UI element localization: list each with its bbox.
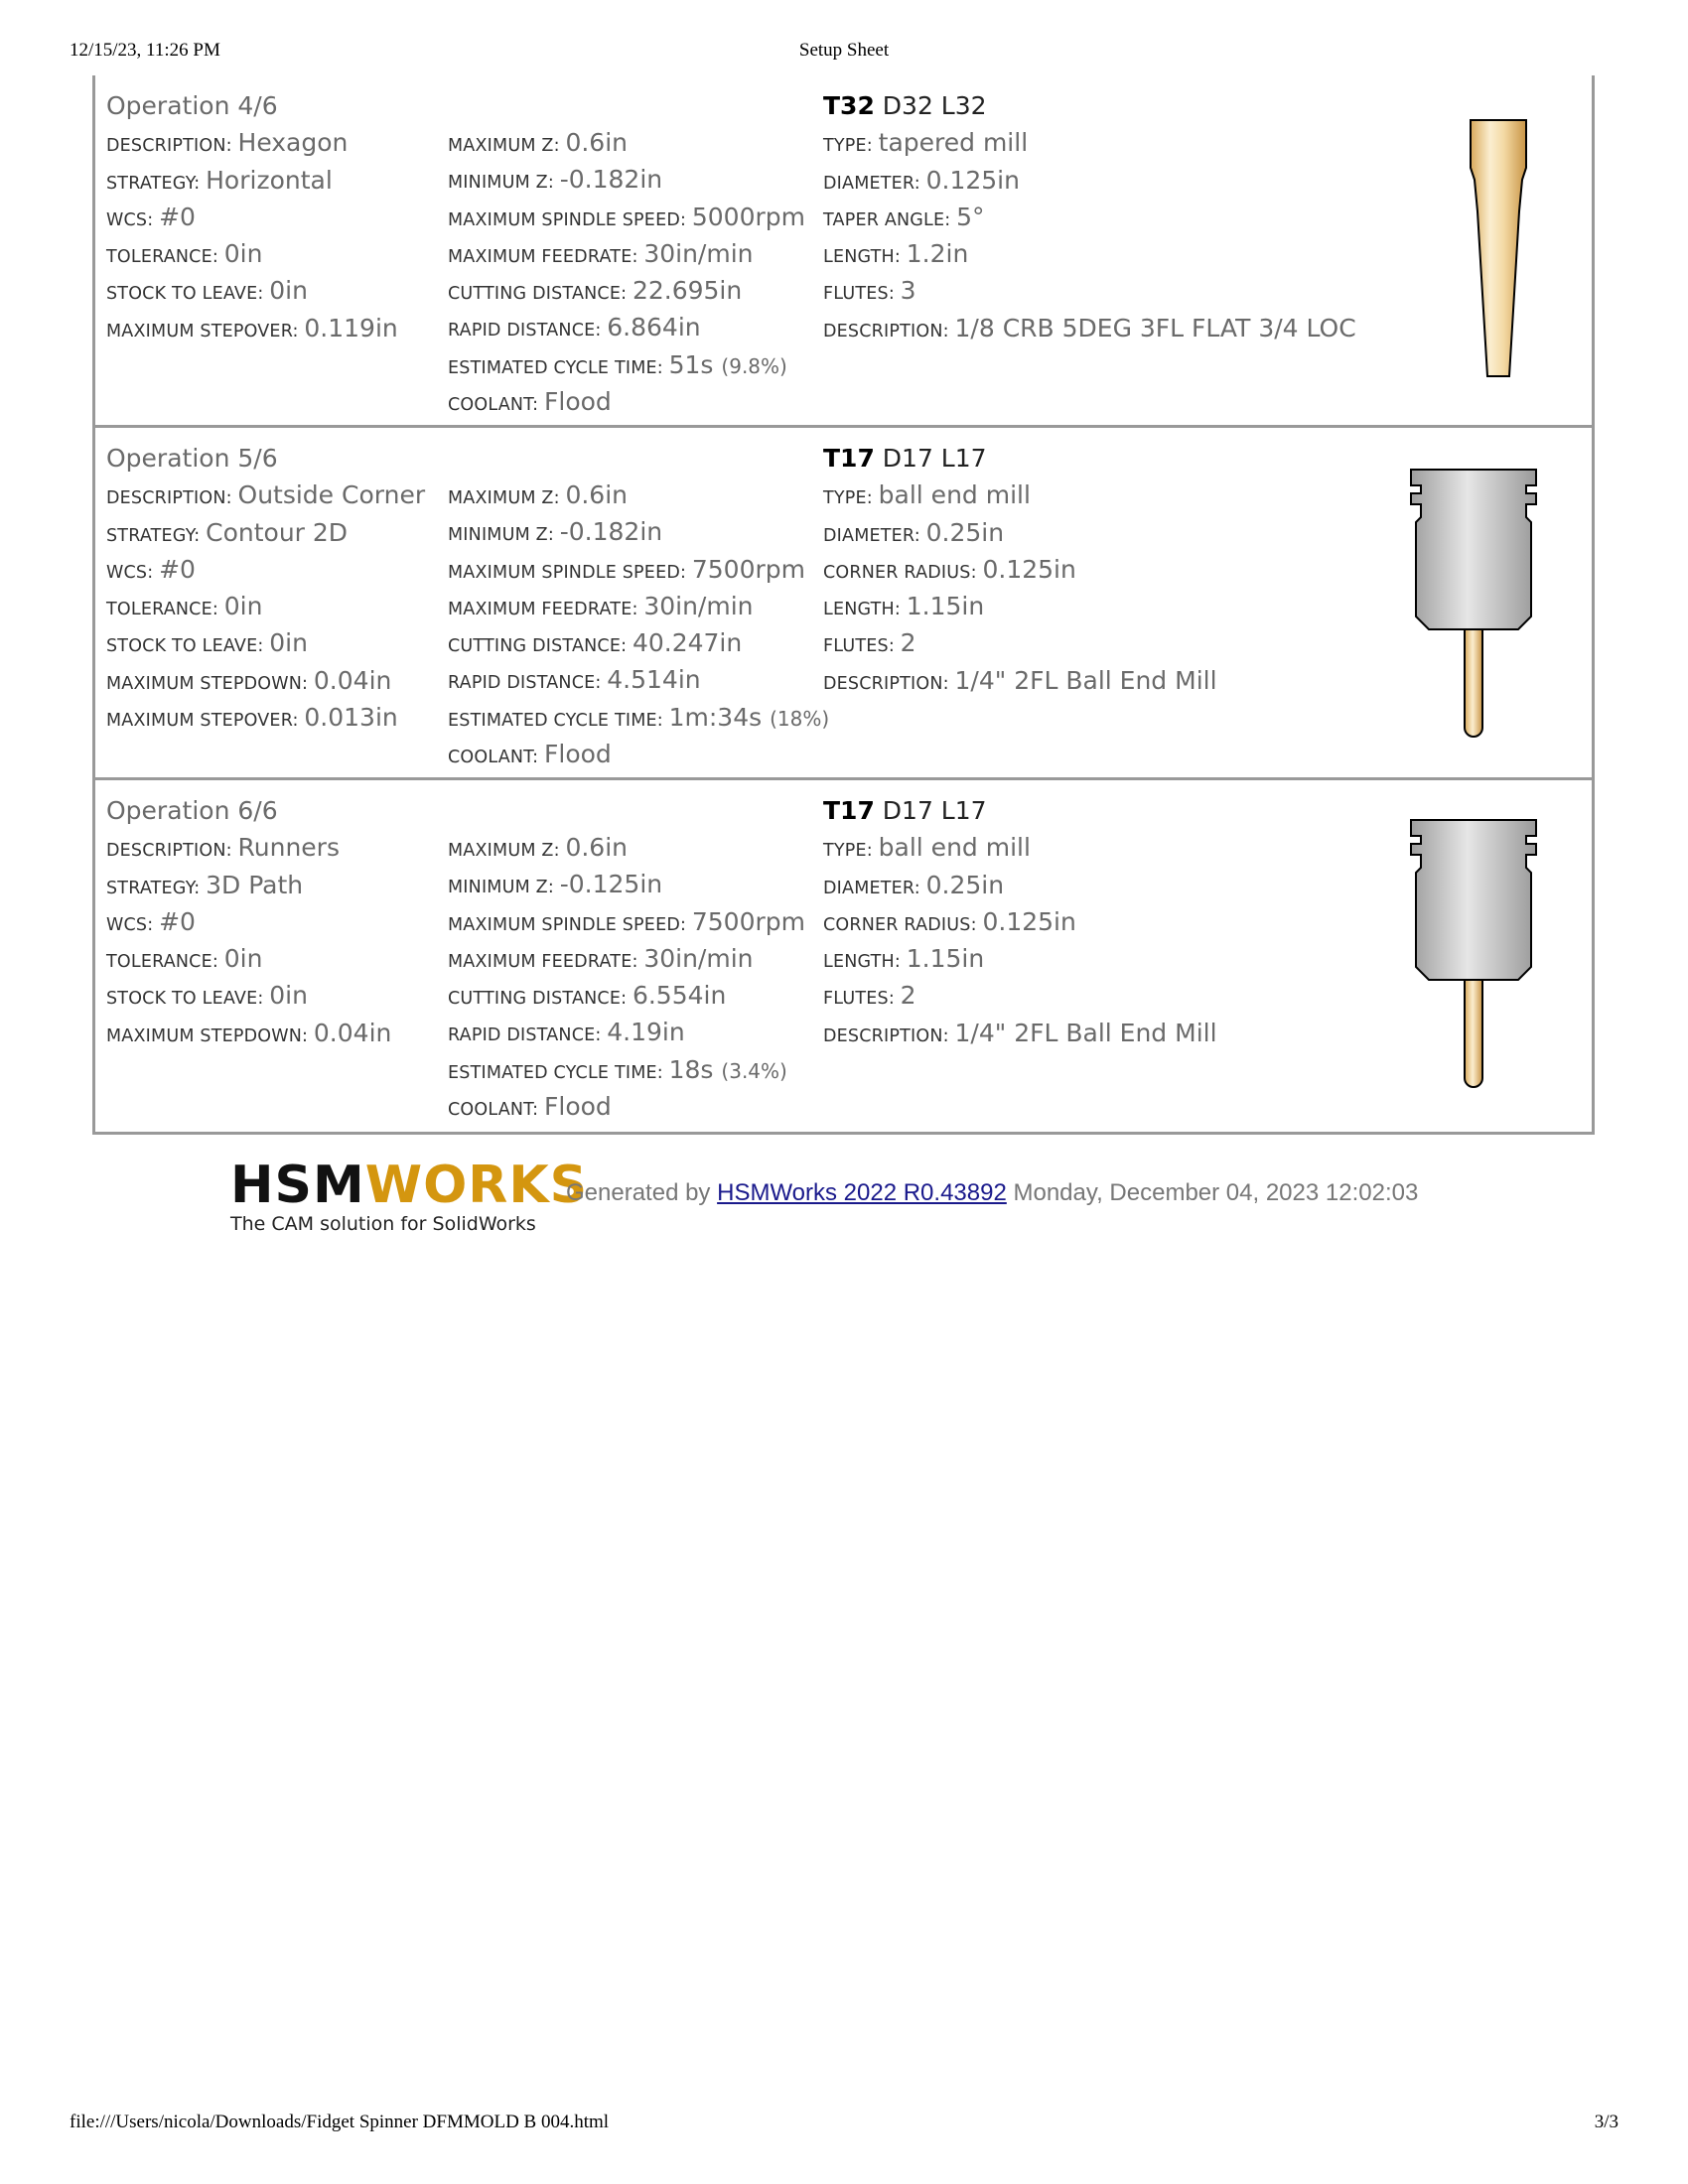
op-strategy: Contour 2D (206, 517, 349, 547)
label: MAXIMUM STEPOVER (106, 321, 293, 341)
print-datetime: 12/15/23, 11:26 PM (70, 40, 220, 61)
op-strategy: Horizontal (206, 165, 333, 195)
tool-type: ball end mill (878, 480, 1031, 510)
op-spindle: 7500rpm (691, 554, 805, 584)
tool-dl: D32 L32 (882, 91, 987, 120)
op-rapid-distance: 6.864in (607, 313, 701, 342)
tool-diameter: 0.125in (925, 165, 1020, 195)
op-tolerance: 0in (223, 592, 263, 621)
op-stock: 0in (269, 628, 308, 658)
label: WCS (106, 562, 148, 583)
op-stock: 0in (269, 981, 308, 1011)
label: DESCRIPTION (823, 1025, 943, 1046)
tool-info: T17 D17 L17 TYPE: ball end mill DIAMETER: 0.25in CORNER RADIUS: 0.125in LENGTH: 1.15in FLUTES: 2 DESCRIPTION: 1/4" 2FL Ball End Mill (823, 440, 1379, 699)
tapered-mill-icon (1459, 118, 1538, 386)
op-max-z: 0.6in (565, 128, 628, 157)
tool-flutes: 2 (900, 981, 916, 1011)
label: DESCRIPTION (823, 673, 943, 694)
operation-info: Operation 4/6 DESCRIPTION: Hexagon STRATEGY: Horizontal WCS: #0 TOLERANCE: 0in STOCK TO LEAVE: 0in MAXIMUM STEPOVER: 0.119in (106, 87, 444, 346)
tool-type: tapered mill (878, 128, 1029, 158)
op-wcs: #0 (159, 906, 196, 936)
operation-params: MAXIMUM Z: 0.6in MINIMUM Z: -0.182in MAXIMUM SPINDLE SPEED: 5000rpm MAXIMUM FEEDRATE: 30in/min CUTTING DISTANCE: 22.695in RAPID DISTANCE: 6.864in ESTIMATED CYCLE TIME: 51s (9.8%) COOLANT: Flood (448, 128, 805, 417)
label: TYPE (823, 488, 867, 509)
op-stepover: 0.013in (304, 703, 398, 733)
label: TYPE (823, 136, 867, 157)
op-coolant: Flood (544, 1092, 612, 1122)
tool-diameter: 0.25in (925, 517, 1005, 547)
tool-title (823, 792, 1379, 829)
ball-end-mill-icon (1409, 818, 1538, 1091)
op-max-z: 0.6in (565, 833, 628, 862)
op-max-z: 0.6in (565, 480, 628, 509)
tool-number: T32 (823, 91, 875, 120)
label: STRATEGY (106, 173, 195, 194)
tool-dl: D17 L17 (882, 444, 987, 473)
tool-length: 1.15in (906, 592, 985, 621)
op-cutting-distance: 6.554in (632, 981, 727, 1011)
op-wcs: #0 (159, 202, 196, 231)
op-description: Runners (237, 833, 340, 863)
label: LENGTH (823, 600, 895, 620)
tool-dl: D17 L17 (882, 796, 987, 825)
op-stepover: 0.119in (304, 313, 398, 342)
print-title: Setup Sheet (798, 40, 890, 61)
label: MAXIMUM STEPDOWN (106, 673, 303, 694)
op-cycle-time: 1m:34s (668, 702, 763, 732)
op-min-z: -0.182in (559, 517, 663, 547)
label: DESCRIPTION (823, 321, 943, 341)
label: MAXIMUM SPINDLE SPEED (448, 209, 680, 230)
logo-tagline: The CAM solution for SolidWorks (230, 1213, 536, 1235)
label: CUTTING DISTANCE (448, 989, 622, 1010)
tool-title (823, 440, 1379, 477)
tool-number: T17 (823, 444, 875, 473)
op-cutting-distance: 40.247in (632, 628, 743, 658)
label: WCS (106, 209, 148, 230)
op-spindle: 5000rpm (691, 202, 805, 231)
op-stock: 0in (269, 276, 308, 306)
op-stepdown: 0.04in (313, 665, 392, 695)
tool-flutes: 3 (900, 276, 916, 306)
label: MINIMUM Z (448, 525, 548, 546)
label: CUTTING DISTANCE (448, 284, 622, 305)
label: ESTIMATED CYCLE TIME (448, 710, 657, 731)
label: FLUTES (823, 284, 889, 305)
label: FLUTES (823, 636, 889, 657)
op-description: Outside Corner (237, 480, 426, 510)
label: STOCK TO LEAVE (106, 636, 258, 657)
print-page-number: 3/3 (1594, 2112, 1618, 2132)
tool-length: 1.15in (906, 944, 985, 974)
op-cycle-pct: (18%) (770, 706, 830, 731)
tool-number: T17 (823, 796, 875, 825)
label: MAXIMUM Z (448, 488, 554, 508)
op-spindle: 7500rpm (691, 906, 805, 936)
label: MAXIMUM SPINDLE SPEED (448, 562, 680, 583)
op-min-z: -0.125in (559, 870, 663, 899)
label: COOLANT (448, 748, 533, 768)
tool-length: 1.2in (906, 239, 969, 269)
operations-table (92, 75, 1595, 1135)
label: MAXIMUM FEEDRATE (448, 246, 633, 267)
tool-corner-radius: 0.125in (982, 906, 1076, 936)
label: CUTTING DISTANCE (448, 636, 622, 657)
tool-info: T17 D17 L17 TYPE: ball end mill DIAMETER: 0.25in CORNER RADIUS: 0.125in LENGTH: 1.15in FLUTES: 2 DESCRIPTION: 1/4" 2FL Ball End Mill (823, 792, 1379, 1051)
label: FLUTES (823, 989, 889, 1010)
label: LENGTH (823, 247, 895, 268)
tool-taper-angle: 5° (956, 202, 985, 231)
label: MAXIMUM FEEDRATE (448, 951, 633, 972)
tool-type: ball end mill (878, 833, 1031, 863)
label: MAXIMUM STEPDOWN (106, 1025, 303, 1046)
logo-works: WORKS (364, 1156, 589, 1215)
label: MINIMUM Z (448, 173, 548, 194)
generated-by (566, 1179, 1418, 1207)
hsmworks-version-link[interactable]: HSMWorks 2022 R0.43892 (717, 1179, 1007, 1206)
label: DESCRIPTION (106, 488, 226, 509)
label: STRATEGY (106, 525, 195, 546)
op-cycle-pct: (9.8%) (721, 353, 787, 378)
tool-description: 1/8 CRB 5DEG 3FL FLAT 3/4 LOC (954, 313, 1356, 342)
operation-title: Operation 4/6 (106, 91, 278, 120)
label: TOLERANCE (106, 952, 212, 973)
op-feed: 30in/min (643, 591, 754, 620)
tool-info: T32 D32 L32 TYPE: tapered mill DIAMETER: 0.125in TAPER ANGLE: 5° LENGTH: 1.2in FLUTES: 3 DESCRIPTION: 1/8 CRB 5DEG 3FL FLAT 3/4 LOC (823, 87, 1379, 346)
op-min-z: -0.182in (559, 165, 663, 195)
label: DESCRIPTION (106, 136, 226, 157)
label: DIAMETER (823, 173, 914, 194)
label: DESCRIPTION (106, 841, 226, 862)
operation-block (95, 75, 1592, 428)
label: STOCK TO LEAVE (106, 284, 258, 305)
operation-params: MAXIMUM Z: 0.6in MINIMUM Z: -0.182in MAXIMUM SPINDLE SPEED: 7500rpm MAXIMUM FEEDRATE: 30in/min CUTTING DISTANCE: 40.247in RAPID DISTANCE: 4.514in ESTIMATED CYCLE TIME: 1m:34s (18%) COOLANT: Flood (448, 480, 830, 769)
operation-info: Operation 5/6 DESCRIPTION: Outside Corner STRATEGY: Contour 2D WCS: #0 TOLERANCE: 0in STOCK TO LEAVE: 0in MAXIMUM STEPDOWN: 0.04in MAXIMUM STEPOVER: 0.013in (106, 440, 444, 736)
operation-block (95, 428, 1592, 780)
op-rapid-distance: 4.19in (607, 1018, 685, 1047)
label: RAPID DISTANCE (448, 673, 596, 694)
op-cycle-time: 18s (668, 1054, 714, 1084)
op-coolant: Flood (544, 740, 612, 769)
op-wcs: #0 (159, 554, 196, 584)
op-coolant: Flood (544, 387, 612, 417)
generated-prefix: Generated by (566, 1179, 711, 1206)
label: RAPID DISTANCE (448, 1025, 596, 1046)
label: WCS (106, 914, 148, 935)
op-stepdown: 0.04in (313, 1018, 392, 1047)
operation-block (95, 780, 1592, 1132)
label: DIAMETER (823, 525, 914, 546)
operation-title: Operation 6/6 (106, 796, 278, 825)
label: STRATEGY (106, 878, 195, 898)
op-feed: 30in/min (643, 943, 754, 973)
label: CORNER RADIUS (823, 562, 971, 583)
ball-end-mill-icon (1409, 468, 1538, 741)
op-cutting-distance: 22.695in (632, 276, 743, 306)
print-url: file:///Users/nicola/Downloads/Fidget Spinner DFMMOLD B 004.html (70, 2112, 610, 2132)
label: CORNER RADIUS (823, 914, 971, 935)
label: DIAMETER (823, 878, 914, 898)
tool-description: 1/4" 2FL Ball End Mill (954, 1018, 1217, 1047)
label: MAXIMUM Z (448, 136, 554, 156)
label: TYPE (823, 841, 867, 862)
label: MAXIMUM STEPOVER (106, 711, 293, 732)
label: MAXIMUM Z (448, 841, 554, 861)
tool-corner-radius: 0.125in (982, 554, 1076, 584)
hsmworks-logo (230, 1156, 589, 1235)
generated-date: Monday, December 04, 2023 12:02:03 (1013, 1179, 1419, 1206)
operation-title: Operation 5/6 (106, 444, 278, 473)
tool-description: 1/4" 2FL Ball End Mill (954, 665, 1217, 695)
label: MAXIMUM SPINDLE SPEED (448, 914, 680, 935)
label: TAPER ANGLE (823, 209, 945, 230)
label: ESTIMATED CYCLE TIME (448, 357, 657, 378)
label: ESTIMATED CYCLE TIME (448, 1062, 657, 1083)
op-description: Hexagon (237, 128, 349, 158)
op-strategy: 3D Path (206, 870, 304, 899)
logo-hsm: HSM (230, 1156, 365, 1215)
tool-flutes: 2 (900, 628, 916, 658)
label: STOCK TO LEAVE (106, 989, 258, 1010)
op-feed: 30in/min (643, 238, 754, 268)
label: COOLANT (448, 1100, 533, 1121)
operation-info: Operation 6/6 DESCRIPTION: Runners STRATEGY: 3D Path WCS: #0 TOLERANCE: 0in STOCK TO LEAVE: 0in MAXIMUM STEPDOWN: 0.04in (106, 792, 444, 1051)
label: MAXIMUM FEEDRATE (448, 599, 633, 619)
tool-diameter: 0.25in (925, 870, 1005, 899)
operation-params: MAXIMUM Z: 0.6in MINIMUM Z: -0.125in MAXIMUM SPINDLE SPEED: 7500rpm MAXIMUM FEEDRATE: 30in/min CUTTING DISTANCE: 6.554in RAPID DISTANCE: 4.19in ESTIMATED CYCLE TIME: 18s (3.4%) COOLANT: Flood (448, 833, 805, 1122)
op-tolerance: 0in (223, 944, 263, 974)
op-rapid-distance: 4.514in (607, 665, 701, 695)
label: TOLERANCE (106, 247, 212, 268)
label: MINIMUM Z (448, 878, 548, 898)
label: COOLANT (448, 395, 533, 416)
op-tolerance: 0in (223, 239, 263, 269)
label: LENGTH (823, 952, 895, 973)
label: TOLERANCE (106, 600, 212, 620)
tool-title (823, 87, 1379, 124)
op-cycle-pct: (3.4%) (721, 1058, 787, 1083)
op-cycle-time: 51s (668, 349, 714, 379)
label: RAPID DISTANCE (448, 321, 596, 341)
